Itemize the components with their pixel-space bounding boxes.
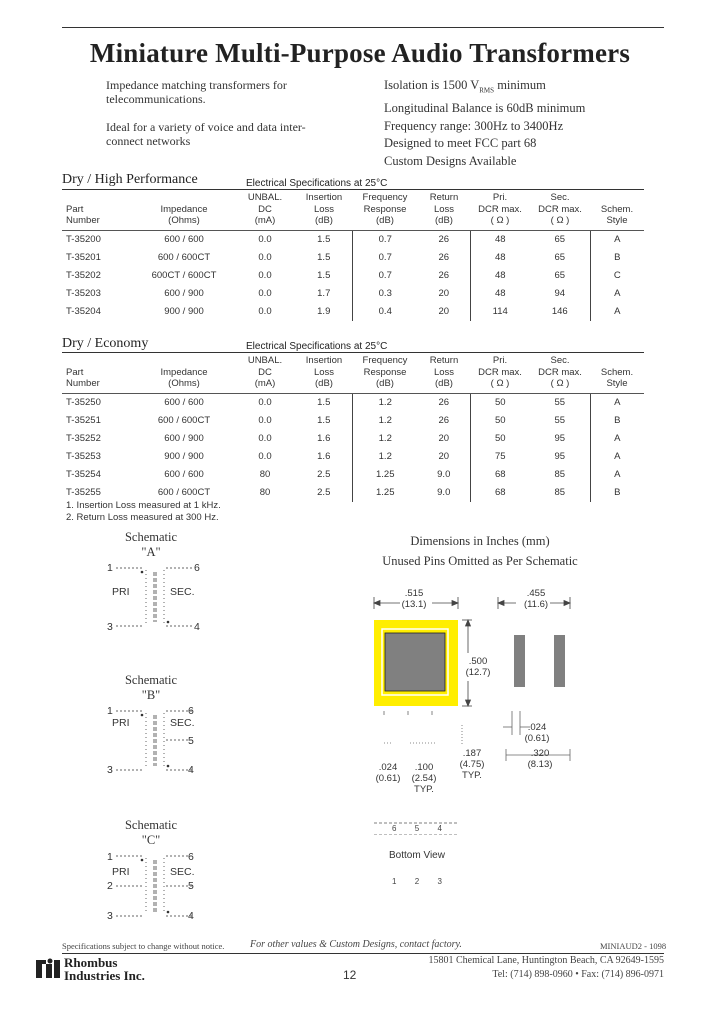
table-cell: B [614, 487, 621, 498]
intro-text [106, 78, 366, 148]
table-cell: 900 / 900 [164, 306, 204, 317]
table-cell: 1.5 [296, 230, 352, 249]
table-cell: 1.2 [378, 451, 392, 462]
schematic-c-pin-2: 2 [107, 880, 113, 892]
table-cell: 68 [494, 487, 506, 498]
table-cell: 26 [418, 267, 470, 285]
table-cell: 9.0 [418, 484, 470, 502]
table-cell: 20 [418, 303, 470, 321]
table-cell: 48 [494, 288, 506, 299]
table-cell: 146 [530, 303, 590, 321]
company-address: 15801 Chemical Lane, Huntington Beach, CA 92649-1595 Tel: (714) 898-0960 • Fax: (714) 896-0971 [428, 955, 664, 980]
table-cell: 1.2 [378, 397, 392, 408]
table-cell: 0.0 [258, 397, 272, 408]
table-cell: 80 [259, 469, 271, 480]
table-cell: 48 [494, 234, 506, 245]
dim-height: .500 (12.7) [465, 656, 491, 678]
footer-code: MINIAUD2 - 1098 [600, 941, 667, 951]
table-cell: 600 / 600CT [157, 252, 211, 263]
table-cell: 0.0 [258, 234, 272, 245]
page-number: 12 [343, 968, 357, 982]
table-cell: 50 [494, 415, 506, 426]
spec-table-economy [62, 355, 644, 502]
table-cell: 1.6 [296, 448, 352, 466]
company-name: Rhombus Industries Inc. [64, 955, 145, 983]
table-cell: 26 [418, 393, 470, 412]
dimensions-heading [370, 531, 590, 571]
schematic-c-pri: PRI [112, 866, 130, 878]
table-cell: T-35255 [66, 487, 101, 498]
front-view-body [385, 633, 445, 691]
table-notes [66, 500, 221, 524]
table-cell: 114 [492, 306, 508, 317]
feature-isolation: Isolation is 1500 $V_{RMS}$ minimum [384, 78, 546, 95]
schematic-b-pin-6: 6 [188, 705, 194, 717]
schematic-c-title: Schematic "C" [124, 818, 178, 847]
table-cell: T-35250 [66, 397, 101, 408]
espec-high-performance: Electrical Specifications at 25°C [246, 178, 388, 189]
table-cell: 65 [530, 267, 590, 285]
table-cell: 0.0 [258, 415, 272, 426]
section-rule-high-performance [62, 189, 644, 190]
table-cell: T-35202 [66, 270, 101, 281]
table-cell: T-35203 [66, 288, 101, 299]
table-cell: T-35204 [66, 306, 101, 317]
table-cell: 2.5 [296, 484, 352, 502]
table-cell: 1.5 [296, 393, 352, 412]
dim-pin-diameter: .024 (0.61) [375, 762, 401, 784]
table-cell: 1.5 [296, 249, 352, 267]
section-rule-economy [62, 352, 644, 353]
side-view-left [514, 635, 525, 687]
table-cell: A [614, 451, 621, 462]
section-title-economy: Dry / Economy [62, 336, 149, 351]
rhombus-logo-icon [34, 956, 62, 982]
col-impedance: Impedance (Ohms) [134, 355, 234, 393]
table-cell: 0.7 [378, 252, 392, 263]
table-cell: 80 [259, 487, 271, 498]
table-cell: 95 [530, 448, 590, 466]
spec-table-high-performance [62, 192, 644, 321]
table-cell: 2.5 [296, 466, 352, 484]
side-view-right [554, 635, 565, 687]
schematic-c-pin-3: 3 [107, 910, 113, 922]
table-cell: 1.2 [378, 415, 392, 426]
col-return: Return Loss (dB) [418, 355, 470, 393]
note-1: 1. Insertion Loss measured at 1 kHz. [66, 500, 221, 511]
feature-frequency: Frequency range: 300Hz to 3400Hz [384, 118, 564, 133]
table-cell: 0.0 [258, 270, 272, 281]
table-row [62, 303, 644, 321]
table-cell: 0.7 [378, 270, 392, 281]
table-cell: 0.0 [258, 451, 272, 462]
table-cell: 600 / 900 [164, 433, 204, 444]
dimensions-subtitle: Unused Pins Omitted as Per Schematic [382, 554, 578, 568]
table-cell: 1.9 [296, 303, 352, 321]
table-cell: 600 / 600 [164, 397, 204, 408]
bottom-view-top-pins: 6 5 4 [392, 824, 442, 833]
dim-standoff: .187 (4.75) TYP. [459, 748, 485, 781]
col-pri: Pri. DCR max. ( Ω ) [470, 355, 530, 393]
table-cell: T-35254 [66, 469, 101, 480]
col-part: Part Number [62, 355, 134, 393]
col-sec: Sec. DCR max. ( Ω ) [530, 355, 590, 393]
feature-list [384, 77, 684, 170]
table-cell: T-35201 [66, 252, 101, 263]
table-cell: 0.0 [258, 433, 272, 444]
table-row [62, 466, 644, 484]
table-cell: T-35253 [66, 451, 101, 462]
dimension-drawing [360, 585, 600, 835]
col-frequency: Frequency Response (dB) [352, 355, 418, 393]
table-header-row [62, 355, 644, 393]
table-row [62, 249, 644, 267]
table-cell: A [614, 433, 621, 444]
schematic-b-title: Schematic "B" [124, 673, 178, 702]
table-header-row [62, 192, 644, 230]
schematic-b-pin-5: 5 [188, 735, 194, 747]
table-cell: 0.0 [258, 306, 272, 317]
intro-line-3: Ideal for a variety of voice and data inter- [106, 120, 306, 134]
schematic-a-pri: PRI [112, 586, 130, 598]
dim-depth: .455 (11.6) [523, 588, 549, 610]
col-insertion: Insertion Loss (dB) [296, 355, 352, 393]
table-cell: 0.0 [258, 288, 272, 299]
schematic-a-pin-4: 4 [194, 621, 200, 633]
col-impedance: Impedance (Ohms) [134, 192, 234, 230]
table-cell: 1.5 [296, 412, 352, 430]
table-cell: 1.5 [296, 267, 352, 285]
intro-line-2: telecommunications. [106, 92, 206, 106]
table-cell: 85 [530, 484, 590, 502]
schematic-c-pin-5: 5 [188, 880, 194, 892]
table-cell: 1.7 [296, 285, 352, 303]
schematic-c-pin-4: 4 [188, 910, 194, 922]
section-title-high-performance: Dry / High Performance [62, 172, 198, 187]
table-cell: 0.0 [258, 252, 272, 263]
dim-width: .515 (13.1) [401, 588, 427, 610]
table-cell: 55 [530, 393, 590, 412]
feature-custom: Custom Designs Available [384, 153, 517, 168]
table-cell: 26 [418, 412, 470, 430]
feature-balance: Longitudinal Balance is 60dB minimum [384, 101, 586, 115]
table-cell: T-35200 [66, 234, 101, 245]
table-cell: A [614, 288, 621, 299]
table-row [62, 393, 644, 412]
table-cell: T-35252 [66, 433, 101, 444]
table-cell: 600 / 600 [164, 469, 204, 480]
dim-row-spacing: .320 (8.13) [527, 748, 553, 770]
schematic-c-pin-1: 1 [107, 851, 113, 863]
table-cell: B [614, 415, 621, 426]
col-insertion: Insertion Loss (dB) [296, 192, 352, 230]
table-row [62, 448, 644, 466]
dim-pitch: .100 (2.54) TYP. [411, 762, 437, 795]
col-frequency: Frequency Response (dB) [352, 192, 418, 230]
table-cell: B [614, 252, 621, 263]
intro-line-1: Impedance matching transformers for [106, 78, 287, 92]
schematic-a-pin-1: 1 [107, 562, 113, 574]
espec-economy: Electrical Specifications at 25°C [246, 341, 388, 352]
table-cell: 68 [494, 469, 506, 480]
dim-pin-width: .024 (0.61) [524, 722, 550, 744]
table-cell: 55 [530, 412, 590, 430]
table-cell: A [614, 234, 621, 245]
schematic-b-pin-4: 4 [188, 764, 194, 776]
col-schem: Schem. Style [590, 192, 644, 230]
table-cell: 50 [494, 397, 506, 408]
intro-line-4: connect networks [106, 134, 191, 148]
schematic-b-pin-1: 1 [107, 705, 113, 717]
table-cell: 85 [530, 466, 590, 484]
note-2: 2. Return Loss measured at 300 Hz. [66, 512, 219, 523]
table-cell: 9.0 [418, 466, 470, 484]
col-schem: Schem. Style [590, 355, 644, 393]
page-title: Miniature Multi-Purpose Audio Transformers [89, 38, 631, 68]
table-cell: 0.7 [378, 234, 392, 245]
table-cell: 900 / 900 [164, 451, 204, 462]
schematic-a-pin-3: 3 [107, 621, 113, 633]
table-row [62, 484, 644, 502]
table-cell: 0.4 [378, 306, 392, 317]
col-unbal: UNBAL. DC (mA) [234, 355, 296, 393]
schematic-b-pri: PRI [112, 717, 130, 729]
schematic-b-sec: SEC. [170, 717, 195, 729]
table-cell: 50 [494, 433, 506, 444]
top-rule [62, 27, 664, 28]
table-cell: 20 [418, 285, 470, 303]
table-cell: 20 [418, 430, 470, 448]
table-cell: 48 [494, 270, 506, 281]
table-cell: 1.25 [376, 469, 395, 480]
bottom-view-bottom-pins: 1 2 3 [392, 877, 442, 886]
table-cell: 75 [494, 451, 506, 462]
table-cell: 65 [530, 230, 590, 249]
dimensions-title: Dimensions in Inches (mm) [410, 534, 550, 548]
table-cell: 26 [418, 249, 470, 267]
table-cell: 1.6 [296, 430, 352, 448]
col-return: Return Loss (dB) [418, 192, 470, 230]
schematic-b-pin-3: 3 [107, 764, 113, 776]
table-cell: 48 [494, 252, 506, 263]
table-row [62, 267, 644, 285]
table-cell: C [613, 270, 621, 281]
col-unbal: UNBAL. DC (mA) [234, 192, 296, 230]
table-cell: 0.3 [378, 288, 392, 299]
schematic-c-sec: SEC. [170, 866, 195, 878]
table-cell: 20 [418, 448, 470, 466]
table-cell: 600 / 600CT [157, 487, 211, 498]
table-cell: 1.25 [376, 487, 395, 498]
table-row [62, 230, 644, 249]
table-cell: 95 [530, 430, 590, 448]
table-cell: 600CT / 600CT [151, 270, 217, 281]
bottom-view-label: Bottom View [389, 850, 445, 861]
table-cell: 1.2 [378, 433, 392, 444]
table-cell: A [614, 469, 621, 480]
schematic-a-title: Schematic "A" [124, 530, 178, 559]
table-cell: 26 [418, 230, 470, 249]
table-cell: A [614, 397, 621, 408]
table-cell: T-35251 [66, 415, 101, 426]
table-row [62, 412, 644, 430]
col-pri: Pri. DCR max. ( Ω ) [470, 192, 530, 230]
table-cell: 600 / 900 [164, 288, 204, 299]
table-row [62, 285, 644, 303]
table-cell: 94 [530, 285, 590, 303]
schematic-a-sec: SEC. [170, 586, 195, 598]
table-cell: 65 [530, 249, 590, 267]
table-cell: 600 / 600 [164, 234, 204, 245]
schematic-a-pin-6: 6 [194, 562, 200, 574]
footer-custom-notice: For other values & Custom Designs, contact factory. [250, 939, 462, 950]
col-sec: Sec. DCR max. ( Ω ) [530, 192, 590, 230]
table-cell: 600 / 600CT [157, 415, 211, 426]
feature-designed: Designed to meet FCC part 68 [384, 136, 537, 150]
table-row [62, 430, 644, 448]
schematic-c-pin-6: 6 [188, 851, 194, 863]
footer-subject-notice: Specifications subject to change without notice. [62, 941, 225, 951]
table-cell: A [614, 306, 621, 317]
col-part: Part Number [62, 192, 134, 230]
